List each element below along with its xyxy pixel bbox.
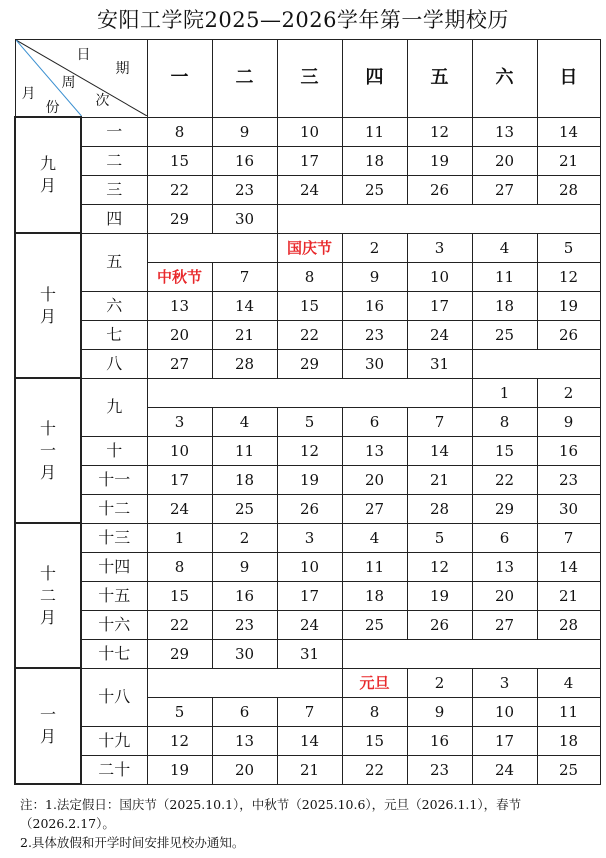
month-label-cell [15, 233, 81, 378]
week-row [15, 668, 600, 697]
date-cell: 10 [277, 117, 342, 146]
week-number-cell: 十四 [81, 552, 147, 581]
date-cell: 24 [277, 175, 342, 204]
week-row [15, 436, 600, 465]
date-cell: 12 [407, 117, 472, 146]
corner-label-period: 期 [115, 61, 130, 77]
date-cell: 2 [342, 233, 407, 262]
week-row [15, 291, 600, 320]
date-cell: 23 [342, 320, 407, 349]
date-cell: 22 [342, 755, 407, 784]
date-cell: 31 [407, 349, 472, 378]
date-cell: 21 [537, 581, 600, 610]
holiday-cell: 国庆节 [277, 233, 342, 262]
week-row [15, 146, 600, 175]
date-cell: 11 [342, 117, 407, 146]
date-cell: 4 [472, 233, 537, 262]
date-cell: 7 [277, 697, 342, 726]
date-cell: 26 [277, 494, 342, 523]
date-cell: 31 [277, 639, 342, 668]
week-number-cell: 八 [81, 349, 147, 378]
week-row [15, 175, 600, 204]
date-cell: 26 [407, 610, 472, 639]
date-cell: 9 [212, 552, 277, 581]
week-row [15, 349, 600, 378]
date-cell: 13 [472, 552, 537, 581]
date-cell: 7 [407, 407, 472, 436]
date-cell: 10 [472, 697, 537, 726]
week-row [15, 117, 600, 146]
week-row [15, 755, 600, 784]
date-cell: 19 [277, 465, 342, 494]
date-cell: 6 [212, 697, 277, 726]
date-cell: 29 [147, 204, 212, 233]
week-number-cell: 二十 [81, 755, 147, 784]
date-cell: 15 [277, 291, 342, 320]
date-cell: 17 [472, 726, 537, 755]
date-cell: 18 [342, 146, 407, 175]
week-number-cell: 九 [81, 378, 147, 436]
date-cell: 5 [407, 523, 472, 552]
day-header-fri: 五 [407, 40, 472, 118]
date-cell: 8 [342, 697, 407, 726]
date-cell: 14 [407, 436, 472, 465]
date-cell: 8 [147, 552, 212, 581]
date-cell: 18 [342, 581, 407, 610]
date-cell: 10 [407, 262, 472, 291]
week-row [15, 320, 600, 349]
date-cell: 18 [472, 291, 537, 320]
holiday-cell: 中秋节 [147, 262, 212, 291]
date-cell: 29 [472, 494, 537, 523]
date-cell: 27 [342, 494, 407, 523]
date-cell: 21 [277, 755, 342, 784]
corner-label-fen: 份 [45, 100, 60, 116]
date-cell: 12 [407, 552, 472, 581]
date-cell: 1 [472, 378, 537, 407]
week-number-cell: 十七 [81, 639, 147, 668]
note-line-2: （2026.2.17）。 [20, 816, 115, 831]
week-row [15, 639, 600, 668]
date-cell: 28 [537, 610, 600, 639]
date-cell: 23 [212, 175, 277, 204]
corner-label-day: 日 [76, 47, 91, 63]
date-cell: 7 [212, 262, 277, 291]
date-cell: 18 [212, 465, 277, 494]
notes-section [20, 795, 600, 852]
week-number-cell: 二 [81, 146, 147, 175]
date-cell: 22 [277, 320, 342, 349]
date-cell: 22 [147, 610, 212, 639]
empty-cell [342, 639, 600, 668]
week-number-cell: 十六 [81, 610, 147, 639]
date-cell: 8 [147, 117, 212, 146]
date-cell: 16 [407, 726, 472, 755]
date-cell: 13 [147, 291, 212, 320]
date-cell: 20 [472, 146, 537, 175]
date-cell: 19 [537, 291, 600, 320]
date-cell: 16 [212, 146, 277, 175]
date-cell: 19 [147, 755, 212, 784]
corner-label-month: 月 [21, 86, 36, 102]
date-cell: 11 [212, 436, 277, 465]
corner-label-week: 周 [61, 75, 76, 91]
date-cell: 5 [537, 233, 600, 262]
week-row [15, 204, 600, 233]
date-cell: 17 [147, 465, 212, 494]
date-cell: 11 [342, 552, 407, 581]
date-cell: 28 [537, 175, 600, 204]
date-cell: 13 [472, 117, 537, 146]
date-cell: 3 [407, 233, 472, 262]
corner-label-ci: 次 [95, 93, 110, 109]
week-number-cell: 十 [81, 436, 147, 465]
date-cell: 12 [537, 262, 600, 291]
week-number-cell: 七 [81, 320, 147, 349]
date-cell: 22 [147, 175, 212, 204]
date-cell: 12 [277, 436, 342, 465]
date-cell: 20 [212, 755, 277, 784]
date-cell: 14 [537, 117, 600, 146]
date-cell: 2 [212, 523, 277, 552]
date-cell: 15 [342, 726, 407, 755]
week-row [15, 610, 600, 639]
week-number-cell: 十一 [81, 465, 147, 494]
month-label-cell [15, 668, 81, 784]
week-row [15, 726, 600, 755]
week-number-cell: 十五 [81, 581, 147, 610]
week-number-cell: 五 [81, 233, 147, 291]
date-cell: 28 [407, 494, 472, 523]
date-cell: 30 [212, 204, 277, 233]
week-number-cell: 六 [81, 291, 147, 320]
date-cell: 30 [212, 639, 277, 668]
empty-cell [277, 204, 600, 233]
week-number-cell: 四 [81, 204, 147, 233]
note-line-1: 注：1.法定假日：国庆节（2025.10.1），中秋节（2025.10.6），元旦（2026.1.1），春节 [20, 797, 522, 812]
week-number-cell: 三 [81, 175, 147, 204]
date-cell: 30 [537, 494, 600, 523]
week-number-cell: 十二 [81, 494, 147, 523]
date-cell: 23 [537, 465, 600, 494]
date-cell: 21 [537, 146, 600, 175]
date-cell: 22 [472, 465, 537, 494]
week-number-cell: 十三 [81, 523, 147, 552]
day-header-thu: 四 [342, 40, 407, 118]
date-cell: 4 [212, 407, 277, 436]
date-cell: 20 [472, 581, 537, 610]
corner-header-cell [15, 40, 147, 118]
empty-cell [147, 668, 342, 697]
date-cell: 14 [212, 291, 277, 320]
date-cell: 3 [472, 668, 537, 697]
week-row [15, 233, 600, 262]
date-cell: 26 [407, 175, 472, 204]
date-cell: 9 [407, 697, 472, 726]
day-header-mon: 一 [147, 40, 212, 118]
week-row [15, 378, 600, 407]
day-header-sat: 六 [472, 40, 537, 118]
date-cell: 9 [212, 117, 277, 146]
date-cell: 11 [537, 697, 600, 726]
date-cell: 4 [537, 668, 600, 697]
date-cell: 2 [537, 378, 600, 407]
week-row [15, 581, 600, 610]
empty-cell [472, 349, 600, 378]
date-cell: 21 [407, 465, 472, 494]
date-cell: 15 [147, 146, 212, 175]
date-cell: 1 [147, 523, 212, 552]
week-number-cell: 一 [81, 117, 147, 146]
date-cell: 27 [147, 349, 212, 378]
day-header-wed: 三 [277, 40, 342, 118]
date-cell: 16 [537, 436, 600, 465]
date-cell: 23 [212, 610, 277, 639]
month-label-cell [15, 378, 81, 523]
date-cell: 5 [277, 407, 342, 436]
day-header-sun: 日 [537, 40, 600, 118]
week-number-cell: 十九 [81, 726, 147, 755]
date-cell: 2 [407, 668, 472, 697]
date-cell: 25 [472, 320, 537, 349]
month-label: 九 月 [39, 154, 56, 195]
date-cell: 20 [147, 320, 212, 349]
date-cell: 26 [537, 320, 600, 349]
month-label-cell [15, 117, 81, 233]
holiday-cell: 元旦 [342, 668, 407, 697]
date-cell: 10 [147, 436, 212, 465]
header-row [15, 40, 600, 118]
date-cell: 13 [342, 436, 407, 465]
date-cell: 19 [407, 146, 472, 175]
date-cell: 23 [407, 755, 472, 784]
date-cell: 6 [342, 407, 407, 436]
month-label-cell [15, 523, 81, 668]
empty-cell [147, 378, 472, 407]
date-cell: 14 [537, 552, 600, 581]
date-cell: 3 [277, 523, 342, 552]
date-cell: 28 [212, 349, 277, 378]
date-cell: 17 [407, 291, 472, 320]
date-cell: 24 [147, 494, 212, 523]
date-cell: 27 [472, 610, 537, 639]
month-label: 十 一 月 [39, 418, 56, 482]
date-cell: 8 [472, 407, 537, 436]
date-cell: 16 [342, 291, 407, 320]
calendar-title: 安阳工学院2025—2026学年第一学期校历 [97, 8, 509, 32]
date-cell: 17 [277, 581, 342, 610]
date-cell: 10 [277, 552, 342, 581]
date-cell: 9 [342, 262, 407, 291]
date-cell: 25 [537, 755, 600, 784]
month-label: 一 月 [39, 705, 56, 746]
date-cell: 12 [147, 726, 212, 755]
date-cell: 27 [472, 175, 537, 204]
date-cell: 21 [212, 320, 277, 349]
date-cell: 8 [277, 262, 342, 291]
month-label: 十 月 [39, 284, 56, 326]
date-cell: 16 [212, 581, 277, 610]
date-cell: 20 [342, 465, 407, 494]
date-cell: 25 [212, 494, 277, 523]
date-cell: 25 [342, 175, 407, 204]
date-cell: 29 [147, 639, 212, 668]
week-number-cell: 十八 [81, 668, 147, 726]
date-cell: 18 [537, 726, 600, 755]
date-cell: 3 [147, 407, 212, 436]
school-calendar-table [14, 39, 601, 785]
week-row [15, 523, 600, 552]
week-row [15, 465, 600, 494]
date-cell: 19 [407, 581, 472, 610]
date-cell: 24 [407, 320, 472, 349]
date-cell: 30 [342, 349, 407, 378]
date-cell: 13 [212, 726, 277, 755]
date-cell: 14 [277, 726, 342, 755]
date-cell: 4 [342, 523, 407, 552]
date-cell: 7 [537, 523, 600, 552]
date-cell: 29 [277, 349, 342, 378]
note-line-3: 2.具体放假和开学时间安排见校办通知。 [20, 835, 245, 850]
date-cell: 15 [147, 581, 212, 610]
date-cell: 5 [147, 697, 212, 726]
date-cell: 6 [472, 523, 537, 552]
date-cell: 9 [537, 407, 600, 436]
empty-cell [147, 233, 277, 262]
month-label: 十 二 月 [39, 563, 56, 627]
date-cell: 24 [472, 755, 537, 784]
date-cell: 11 [472, 262, 537, 291]
date-cell: 17 [277, 146, 342, 175]
date-cell: 24 [277, 610, 342, 639]
week-row [15, 552, 600, 581]
date-cell: 15 [472, 436, 537, 465]
week-row [15, 494, 600, 523]
day-header-tue: 二 [212, 40, 277, 118]
date-cell: 25 [342, 610, 407, 639]
